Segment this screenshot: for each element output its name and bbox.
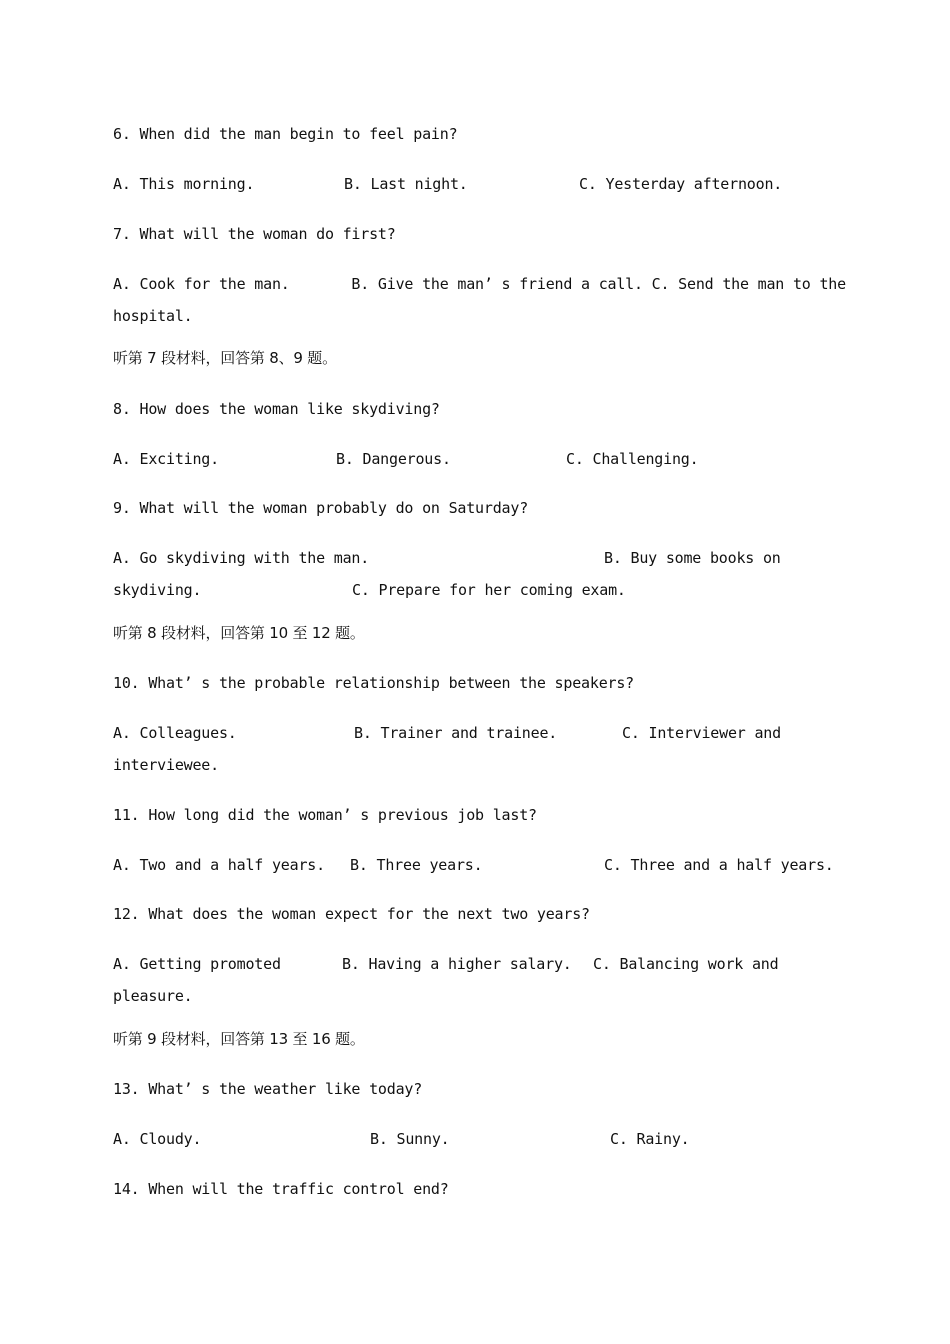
q9-option-b-continued: skydiving. [113, 581, 202, 599]
q6-option-a: A. This morning. [113, 175, 255, 193]
q9-option-c: C. Prepare for her coming exam. [352, 581, 626, 599]
section-9-heading: 听第 9 段材料，回答第 13 至 16 题。 [113, 1030, 365, 1048]
q10-option-b: B. Trainer and trainee. [354, 724, 558, 742]
q10-option-a: A. Colleagues. [113, 724, 237, 742]
q8-option-a: A. Exciting. [113, 450, 219, 468]
question-7: 7. What will the woman do first? [113, 225, 396, 243]
q13-option-b: B. Sunny. [370, 1130, 450, 1148]
question-14: 14. When will the traffic control end? [113, 1180, 449, 1198]
q11-option-c: C. Three and a half years. [604, 856, 834, 874]
q12-option-c: C. Balancing work and [593, 955, 779, 973]
q12-option-b: B. Having a higher salary. [342, 955, 572, 973]
q13-option-c: C. Rainy. [610, 1130, 690, 1148]
q7-options-line-2: hospital. [113, 307, 193, 325]
q12-option-a: A. Getting promoted [113, 955, 281, 973]
question-10: 10. What’ s the probable relationship between the speakers? [113, 674, 635, 692]
section-7-heading: 听第 7 段材料，回答第 8、9 题。 [113, 349, 337, 367]
question-9: 9. What will the woman probably do on Saturday? [113, 499, 529, 517]
q8-option-c: C. Challenging. [566, 450, 699, 468]
q6-option-c: C. Yesterday afternoon. [579, 175, 783, 193]
q12-option-c-continued: pleasure. [113, 987, 193, 1005]
q9-option-a: A. Go skydiving with the man. [113, 549, 370, 567]
q6-option-b: B. Last night. [344, 175, 468, 193]
question-8: 8. How does the woman like skydiving? [113, 400, 440, 418]
section-8-heading: 听第 8 段材料，回答第 10 至 12 题。 [113, 624, 365, 642]
q9-option-b: B. Buy some books on [604, 549, 781, 567]
q11-option-b: B. Three years. [350, 856, 483, 874]
q10-option-c: C. Interviewer and [622, 724, 781, 742]
q11-option-a: A. Two and a half years. [113, 856, 325, 874]
q7-options-line-1: A. Cook for the man. B. Give the man’ s friend a call. C. Send the man to the [113, 275, 846, 293]
q13-option-a: A. Cloudy. [113, 1130, 202, 1148]
q10-option-c-continued: interviewee. [113, 756, 219, 774]
question-13: 13. What’ s the weather like today? [113, 1080, 423, 1098]
question-6: 6. When did the man begin to feel pain? [113, 125, 458, 143]
question-11: 11. How long did the woman’ s previous job last? [113, 806, 537, 824]
question-12: 12. What does the woman expect for the next two years? [113, 905, 590, 923]
q8-option-b: B. Dangerous. [336, 450, 451, 468]
